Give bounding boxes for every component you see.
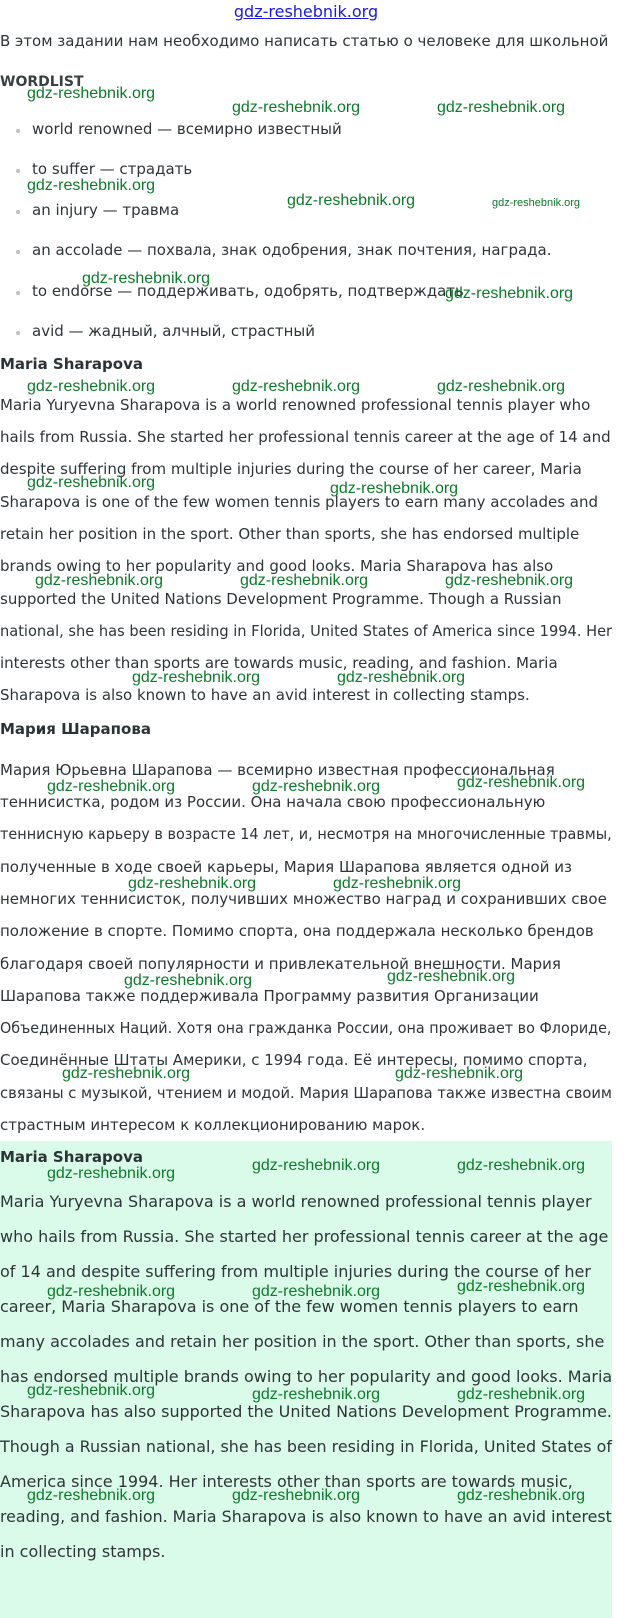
text-line: Though a Russian national, she has been residing in Florida, United States of bbox=[0, 1437, 612, 1456]
text-line: немногих теннисисток, получивших множество наград и сохранивших свое bbox=[0, 890, 607, 908]
text-line: has endorsed multiple brands owing to her popularity and good looks. Maria bbox=[0, 1367, 613, 1386]
watermark: gdz-reshebnik.org bbox=[128, 875, 257, 892]
intro-text: В этом задании нам необходимо написать статью о человеке для школьной bbox=[0, 32, 609, 50]
text-line: Sharapova is one of the few women tennis players to earn many accolades and bbox=[0, 493, 599, 511]
watermark: gdz-reshebnik.org bbox=[252, 1386, 381, 1403]
text-line: полученные в ходе своей карьеры, Мария Шарапова является одной из bbox=[0, 858, 572, 876]
watermark: gdz-reshebnik.org bbox=[252, 1157, 381, 1174]
watermark: gdz-reshebnik.org bbox=[27, 378, 156, 395]
list-item: avid — жадный, алчный, страстный bbox=[32, 322, 315, 340]
watermark: gdz-reshebnik.org bbox=[232, 1487, 361, 1504]
watermark: gdz-reshebnik.org bbox=[27, 85, 156, 102]
text-line: many accolades and retain her position in the sport. Other than sports, she bbox=[0, 1332, 605, 1351]
watermark: gdz-reshebnik.org bbox=[330, 480, 459, 497]
text-line: reading, and fashion. Maria Sharapova is also known to have an avid interest bbox=[0, 1507, 612, 1526]
list-item: an accolade — похвала, знак одобрения, знак почтения, награда. bbox=[32, 241, 552, 259]
site-link[interactable]: gdz-reshebnik.org bbox=[233, 2, 379, 21]
watermark: gdz-reshebnik.org bbox=[287, 192, 416, 209]
text-line: благодаря своей популярности и привлекательной внешности. Мария bbox=[0, 955, 561, 973]
text-line: Sharapova is also known to have an avid interest in collecting stamps. bbox=[0, 686, 530, 704]
text-line: Мария Юрьевна Шарапова — всемирно известная профессиональная bbox=[0, 761, 555, 779]
text-line: Maria Yuryevna Sharapova is a world renowned professional tennis player bbox=[0, 1192, 592, 1211]
text-line: связаны с музыкой, чтением и модой. Мария Шарапова также известна своим bbox=[0, 1084, 612, 1102]
watermark: gdz-reshebnik.org bbox=[437, 99, 566, 116]
watermark: gdz-reshebnik.org bbox=[333, 875, 462, 892]
watermark: gdz-reshebnik.org bbox=[387, 968, 516, 985]
watermark: gdz-reshebnik.org bbox=[47, 778, 176, 795]
text-line: Шарапова также поддерживала Программу развития Организации bbox=[0, 987, 539, 1005]
watermark: gdz-reshebnik.org bbox=[252, 1283, 381, 1300]
article-ru-title: Мария Шарапова bbox=[0, 720, 151, 738]
watermark: gdz-reshebnik.org bbox=[27, 177, 156, 194]
watermark: gdz-reshebnik.org bbox=[337, 669, 466, 686]
watermark: gdz-reshebnik.org bbox=[62, 1065, 191, 1082]
list-item: world renowned — всемирно известный bbox=[32, 120, 342, 138]
watermark: gdz-reshebnik.org bbox=[457, 774, 586, 791]
text-line: hails from Russia. She started her professional tennis career at the age of 14 and bbox=[0, 428, 611, 446]
text-line: положение в спорте. Помимо спорта, она поддержала несколько брендов bbox=[0, 922, 594, 940]
watermark: gdz-reshebnik.org bbox=[27, 474, 156, 491]
watermark: gdz-reshebnik.org bbox=[395, 1065, 524, 1082]
text-line: теннисную карьеру в возрасте 14 лет, и, несмотря на многочисленные травмы, bbox=[0, 825, 612, 843]
text-line: Maria Yuryevna Sharapova is a world renowned professional tennis player who bbox=[0, 396, 591, 414]
text-line: national, she has been residing in Florida, United States of America since 1994. Her bbox=[0, 622, 613, 640]
list-item: to suffer — страдать bbox=[32, 160, 193, 178]
watermark: gdz-reshebnik.org bbox=[457, 1157, 586, 1174]
text-line: interests other than sports are towards music, reading, and fashion. Maria bbox=[0, 654, 558, 672]
text-line: retain her position in the sport. Other than sports, she has endorsed multiple bbox=[0, 525, 580, 543]
watermark: gdz-reshebnik.org bbox=[132, 669, 261, 686]
text-line: America since 1994. Her interests other than sports are towards music, bbox=[0, 1472, 573, 1491]
watermark: gdz-reshebnik.org bbox=[232, 378, 361, 395]
watermark: gdz-reshebnik.org bbox=[82, 270, 211, 287]
text-line: Sharapova has also supported the United Nations Development Programme. bbox=[0, 1402, 612, 1421]
text-line: career, Maria Sharapova is one of the few women tennis players to earn bbox=[0, 1297, 579, 1316]
text-line: brands owing to her popularity and good looks. Maria Sharapova has also bbox=[0, 557, 554, 575]
text-line: despite suffering from multiple injuries during the course of her career, Maria bbox=[0, 460, 582, 478]
text-line: who hails from Russia. She started her professional tennis career at the age bbox=[0, 1227, 609, 1246]
watermark: gdz-reshebnik.org bbox=[457, 1278, 586, 1295]
watermark: gdz-reshebnik.org bbox=[27, 1382, 156, 1399]
watermark: gdz-reshebnik.org bbox=[252, 778, 381, 795]
watermark: gdz-reshebnik.org bbox=[457, 1487, 586, 1504]
article-en-highlight-title: Maria Sharapova bbox=[0, 1148, 143, 1166]
watermark: gdz-reshebnik.org bbox=[47, 1283, 176, 1300]
watermark: gdz-reshebnik.org bbox=[437, 378, 566, 395]
watermark: gdz-reshebnik.org bbox=[240, 572, 369, 589]
watermark: gdz-reshebnik.org bbox=[492, 197, 581, 209]
text-line: Соединённые Штаты Америки, с 1994 года. Её интересы, помимо спорта, bbox=[0, 1051, 588, 1069]
watermark: gdz-reshebnik.org bbox=[232, 99, 361, 116]
watermark: gdz-reshebnik.org bbox=[445, 285, 574, 302]
text-line: supported the United Nations Development Programme. Though a Russian bbox=[0, 590, 562, 608]
list-item: an injury — травма bbox=[32, 201, 180, 219]
text-line: in collecting stamps. bbox=[0, 1542, 166, 1561]
highlighted-article bbox=[0, 1141, 612, 1618]
watermark: gdz-reshebnik.org bbox=[124, 972, 253, 989]
text-line: Объединенных Наций. Хотя она гражданка России, она проживает во Флориде, bbox=[0, 1019, 612, 1037]
watermark: gdz-reshebnik.org bbox=[27, 1487, 156, 1504]
wordlist-heading: WORDLIST bbox=[0, 74, 84, 90]
watermark: gdz-reshebnik.org bbox=[35, 572, 164, 589]
text-line: теннисистка, родом из России. Она начала свою профессиональную bbox=[0, 793, 546, 811]
list-item: to endorse — поддерживать, одобрять, подтверждать bbox=[32, 282, 464, 300]
text-line: of 14 and despite suffering from multiple injuries during the course of her bbox=[0, 1262, 591, 1281]
text-line: страстным интересом к коллекционированию марок. bbox=[0, 1116, 426, 1134]
watermark: gdz-reshebnik.org bbox=[457, 1386, 586, 1403]
watermark: gdz-reshebnik.org bbox=[47, 1165, 176, 1182]
watermark: gdz-reshebnik.org bbox=[445, 572, 574, 589]
article-en-title: Maria Sharapova bbox=[0, 355, 143, 373]
